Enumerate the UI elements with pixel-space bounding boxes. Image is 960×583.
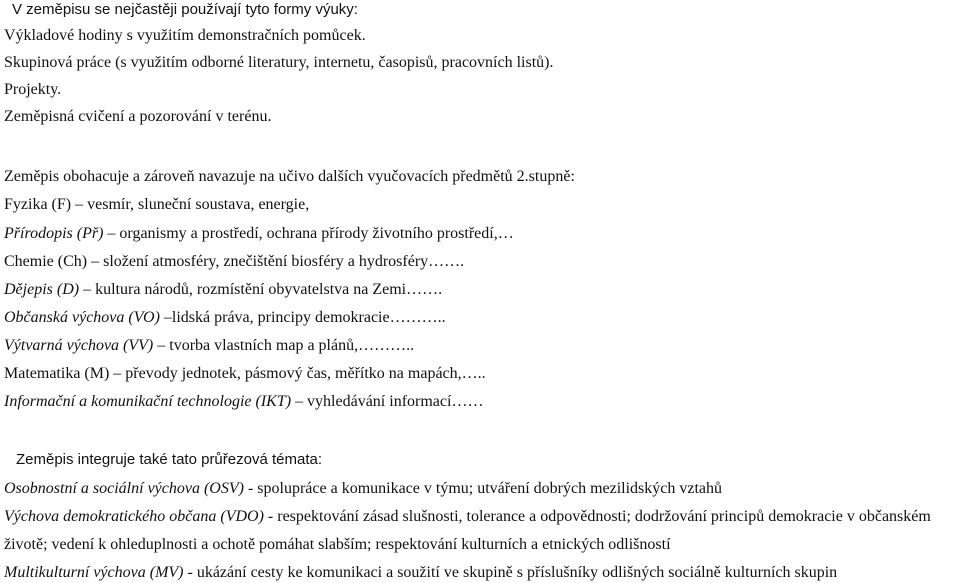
subject-dash: – bbox=[87, 253, 104, 270]
theme-text: respektování zásad slušnosti, tolerance a odpovědnosti; dodržování principů demokracie v občanském bbox=[277, 508, 931, 525]
subject-row-obcanska bbox=[4, 308, 446, 328]
subject-name: Výtvarná výchova (VV) bbox=[4, 337, 154, 354]
theme-row-osv bbox=[4, 479, 722, 499]
theme-dash: - bbox=[263, 508, 278, 525]
subject-name: Dějepis (D) bbox=[4, 281, 80, 298]
subject-dash: – bbox=[291, 393, 308, 410]
subject-dash: – bbox=[79, 281, 96, 298]
subject-row-fyzika bbox=[4, 195, 309, 215]
subject-topics: vyhledávání informací…… bbox=[307, 393, 484, 410]
subject-name: Chemie (Ch) bbox=[4, 253, 88, 270]
theme-row-vdo-continued: životě; vedení k ohleduplnosti a ochotě pomáhat slabším; respektování kulturních a etnických odlišností bbox=[4, 536, 671, 553]
subject-name: Občanská výchova (VO) bbox=[4, 309, 160, 326]
subject-topics: převody jednotek, pásmový čas, měřítko na mapách,….. bbox=[125, 365, 486, 382]
forms-item-1: Výkladové hodiny s využitím demonstračních pomůcek. bbox=[4, 27, 366, 44]
themes-heading: Zeměpis integruje také tato průřezová témata: bbox=[16, 451, 322, 468]
subject-row-dejepis bbox=[4, 280, 442, 300]
subject-topics: lidská práva, principy demokracie……….. bbox=[171, 309, 446, 326]
theme-name: Výchova demokratického občana (VDO) bbox=[4, 508, 264, 525]
subject-row-chemie bbox=[4, 252, 464, 272]
forms-item-3: Projekty. bbox=[4, 81, 62, 98]
subject-dash: – bbox=[71, 196, 88, 213]
subject-topics: tvorba vlastních map a plánů,……….. bbox=[169, 337, 415, 354]
theme-dash: - bbox=[243, 480, 258, 497]
theme-name: Osobnostní a sociální výchova (OSV) bbox=[4, 480, 244, 497]
subject-dash: – bbox=[103, 225, 120, 242]
theme-text: ukázání cesty ke komunikaci a soužití ve skupině s příslušníky odlišných sociálně kulturních skupin bbox=[196, 564, 838, 581]
subject-name: Matematika (M) bbox=[4, 365, 110, 382]
forms-item-4: Zeměpisná cvičení a pozorování v terénu. bbox=[4, 108, 272, 125]
subjects-heading: Zeměpis obohacuje a zároveň navazuje na učivo dalších vyučovacích předmětů 2.stupně: bbox=[4, 168, 575, 185]
theme-text: spolupráce a komunikace v týmu; utváření dobrých mezilidských vztahů bbox=[257, 480, 723, 497]
forms-item-2: Skupinová práce (s využitím odborné literatury, internetu, časopisů, pracovních listů). bbox=[4, 54, 554, 71]
theme-row-vdo bbox=[4, 507, 931, 527]
subject-row-ikt bbox=[4, 392, 483, 412]
subject-row-vytvarna bbox=[4, 336, 414, 356]
subject-row-prirodopis bbox=[4, 224, 514, 244]
subject-topics: vesmír, sluneční soustava, energie, bbox=[87, 196, 310, 213]
subject-name: Fyzika (F) bbox=[4, 196, 72, 213]
subject-topics: kultura národů, rozmístění obyvatelstva na Zemi……. bbox=[95, 281, 443, 298]
subject-name: Přírodopis (Př) bbox=[4, 225, 104, 242]
subject-dash: – bbox=[109, 365, 126, 382]
subject-row-matematika bbox=[4, 364, 486, 384]
subject-name: Informační a komunikační technologie (IKT) bbox=[4, 393, 292, 410]
forms-heading: V zeměpisu se nejčastěji používají tyto formy výuky: bbox=[12, 1, 358, 18]
theme-row-mv bbox=[4, 563, 837, 583]
subject-topics: organismy a prostředí, ochrana přírody životního prostředí,… bbox=[119, 225, 514, 242]
subject-dash: – bbox=[153, 337, 170, 354]
subject-topics: složení atmosféry, znečištění biosféry a hydrosféry……. bbox=[103, 253, 465, 270]
theme-dash: - bbox=[183, 564, 197, 581]
subject-dash: – bbox=[159, 309, 172, 326]
theme-name: Multikulturní výchova (MV) bbox=[4, 564, 184, 581]
